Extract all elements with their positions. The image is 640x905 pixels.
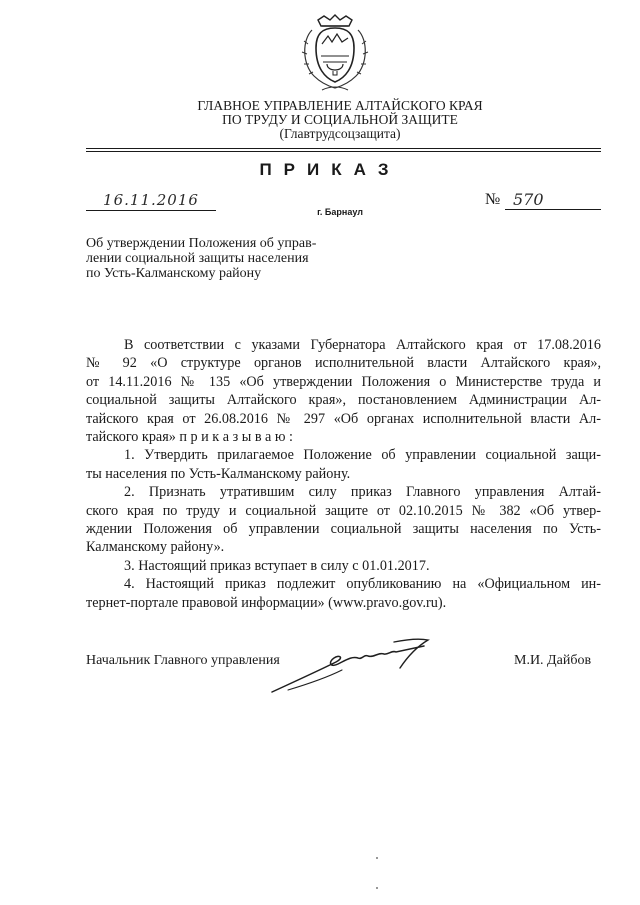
- body-line: социальной защиты Алтайского края», постановлением Администрации Ал-: [86, 392, 601, 409]
- body-line: 3. Настоящий приказ вступает в силу с 01.01.2017.: [124, 557, 430, 574]
- body-line: Калманскому району».: [86, 539, 225, 556]
- header-rule-bottom: [86, 151, 601, 152]
- body-line: № 92 «О структуре органов исполнительной власти Алтайского края»,: [86, 355, 601, 372]
- body-line: тернет-портале правовой информации» (www.pravo.gov.ru).: [86, 594, 447, 611]
- document-title: ПРИКАЗ: [259, 160, 401, 179]
- body-line: тайского края от 26.08.2016 № 297 «Об органах исполнительной власти Ал-: [86, 410, 601, 427]
- body-line: ждении Положения об управлении социальной защиты населения по Усть-: [86, 521, 601, 538]
- body-line: ты населения по Усть-Калманскому району.: [86, 465, 351, 482]
- city: г. Барнаул: [317, 207, 363, 217]
- altai-coat-of-arms-icon: [292, 14, 378, 96]
- scan-speck: [376, 887, 378, 889]
- body-line: 1. Утвердить прилагаемое Положение об управлении социальной защи-: [124, 447, 601, 464]
- order-number-label: №: [485, 191, 501, 208]
- scan-speck: [376, 857, 378, 859]
- subject-line: по Усть-Калманскому району: [86, 266, 262, 281]
- body-line: В соответствии с указами Губернатора Алтайского края от 17.08.2016: [124, 337, 601, 353]
- order-body: [86, 336, 601, 612]
- signatory-name: М.И. Дайбов: [514, 653, 592, 668]
- body-line: 2. Признать утратившим силу приказ Главного управления Алтай-: [124, 484, 601, 501]
- order-number: 570: [505, 190, 601, 210]
- order-subject: [86, 236, 346, 281]
- handwritten-signature: [268, 634, 438, 696]
- org-short-name: (Главтрудсоцзащита): [279, 126, 401, 141]
- order-date: 16.11.2016: [86, 190, 216, 211]
- header-rule-top: [86, 148, 601, 149]
- org-name-line2: ПО ТРУДУ И СОЦИАЛЬНОЙ ЗАЩИТЕ: [222, 112, 458, 127]
- body-line: ского края по труду и социальной защите от 02.10.2015 № 382 «Об утвер-: [86, 502, 601, 519]
- subject-line: Об утверждении Положения об управ-: [86, 236, 317, 251]
- body-line: от 14.11.2016 № 135 «Об утверждении Положения о Министерстве труда и: [86, 373, 601, 390]
- org-name-line1: ГЛАВНОЕ УПРАВЛЕНИЕ АЛТАЙСКОГО КРАЯ: [197, 98, 483, 113]
- body-line: 4. Настоящий приказ подлежит опубликованию на «Официальном ин-: [124, 576, 601, 593]
- subject-line: лении социальной защиты населения: [86, 251, 309, 266]
- signatory-position: Начальник Главного управления: [86, 653, 280, 668]
- body-line: тайского края» п р и к а з ы в а ю :: [86, 429, 293, 446]
